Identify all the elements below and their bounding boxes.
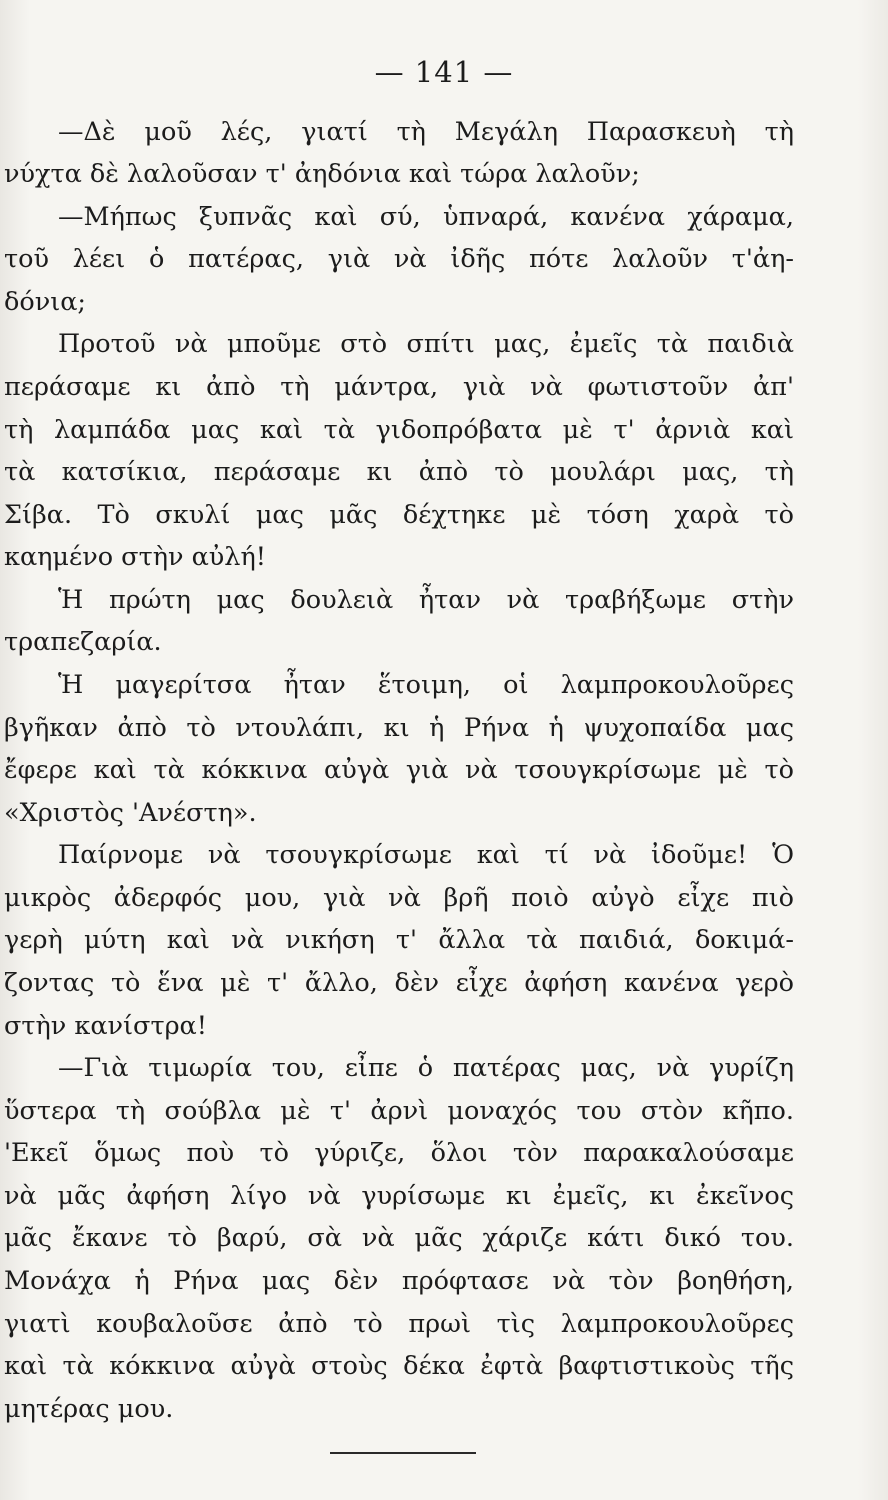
text-line: —Δὲ μοῦ λές, γιατί τὴ Μεγάλη Παρασκευὴ τὴ [58,117,794,147]
text-line: καὶ τὰ κόκκινα αὐγὰ στοὺς δέκα ἐφτὰ βαφτιστικοὺς τῆς [4,1351,794,1381]
text-line: —Μήπως ξυπνᾶς καὶ σύ, ὑπναρά, κανένα χάραμα, [58,202,794,232]
text-line: μᾶς ἔκανε τὸ βαρύ, σὰ νὰ μᾶς χάριζε κάτι δικό του. [4,1223,794,1253]
text-line: ἔφερε καὶ τὰ κόκκινα αὐγὰ γιὰ νὰ τσουγκρίσωμε μὲ τὸ [4,755,794,785]
text-line: μητέρας μου. [4,1394,174,1424]
text-line: καημένο στὴν αὐλή! [4,542,266,572]
text-line: περάσαμε κι ἀπὸ τὴ μάντρα, γιὰ νὰ φωτιστοῦν ἀπ' [4,372,794,402]
text-line: Μονάχα ἡ Ρήνα μας δὲν πρόφτασε νὰ τὸν βοηθήση, [4,1266,794,1296]
text-line: βγῆκαν ἀπὸ τὸ ντουλάπι, κι ἡ Ρήνα ἡ ψυχοπαίδα μας [4,713,794,743]
text-line: 'Εκεῖ ὅμως ποὺ τὸ γύριζε, ὅλοι τὸν παρακαλούσαμε [4,1138,794,1168]
text-line: «Χριστὸς 'Ανέστη». [4,798,257,828]
text-line: μικρὸς ἀδερφός μου, γιὰ νὰ βρῆ ποιὸ αὐγὸ εἶχε πιὸ [4,883,794,913]
text-line: Ἡ μαγερίτσα ἦταν ἕτοιμη, οἱ λαμπροκουλοῦρες [58,670,794,700]
text-line: Ἡ πρώτη μας δουλειὰ ἦταν νὰ τραβήξωμε στὴν [58,585,794,615]
text-line: ζοντας τὸ ἕνα μὲ τ' ἄλλο, δὲν εἶχε ἀφήση κανένα γερὸ [4,968,794,998]
text-line: τοῦ λέει ὁ πατέρας, γιὰ νὰ ἰδῆς πότε λαλοῦν τ'ἀη- [4,244,794,274]
text-line: ὕστερα τὴ σούβλα μὲ τ' ἀρνὶ μοναχός του στὸν κῆπο. [4,1096,794,1126]
text-line: γιατὶ κουβαλοῦσε ἀπὸ τὸ πρωὶ τὶς λαμπροκουλοῦρες [4,1309,794,1339]
page-number: — 141 — [374,55,514,89]
text-line: τὰ κατσίκια, περάσαμε κι ἀπὸ τὸ μουλάρι μας, τὴ [4,457,794,487]
text-line: Σίβα. Τὸ σκυλί μας μᾶς δέχτηκε μὲ τόση χαρὰ τὸ [4,500,794,530]
text-line: Προτοῦ νὰ μποῦμε στὸ σπίτι μας, ἐμεῖς τὰ παιδιὰ [58,329,794,359]
text-line: τὴ λαμπάδα μας καὶ τὰ γιδοπρόβατα μὲ τ' ἀρνιὰ καὶ [4,415,794,445]
text-line: γερὴ μύτη καὶ νὰ νικήση τ' ἄλλα τὰ παιδιά, δοκιμά- [4,925,794,955]
footer-rule [330,1452,476,1454]
text-line: στὴν κανίστρα! [4,1011,208,1041]
text-line: —Γιὰ τιμωρία του, εἶπε ὁ πατέρας μας, νὰ γυρίζη [58,1053,794,1083]
text-line: νὰ μᾶς ἀφήση λίγο νὰ γυρίσωμε κι ἐμεῖς, κι ἐκεῖνος [4,1181,794,1211]
text-line: Παίρνομε νὰ τσουγκρίσωμε καὶ τί νὰ ἰδοῦμε! Ὁ [58,840,794,870]
text-line: νύχτα δὲ λαλοῦσαν τ' ἀηδόνια καὶ τώρα λαλοῦν; [4,159,640,189]
text-line: δόνια; [4,287,87,317]
text-line: τραπεζαρία. [4,627,162,657]
